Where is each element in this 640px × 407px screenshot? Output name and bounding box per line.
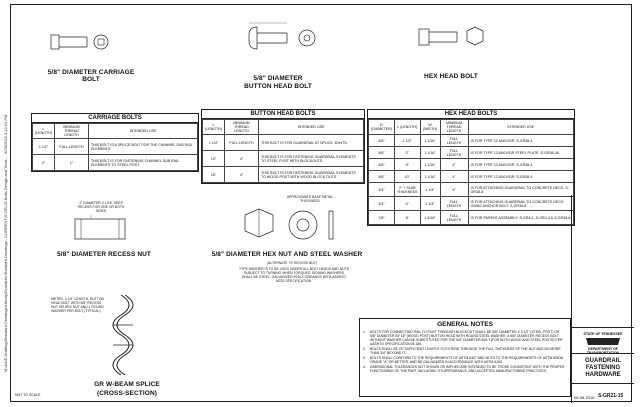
button-head-bolts-table-title: BUTTON HEAD BOLTS bbox=[202, 110, 364, 119]
splice-figure bbox=[107, 293, 147, 379]
drawing-title-line2: FASTENING bbox=[585, 365, 621, 371]
drawing-number: S-GR21-15 bbox=[598, 393, 624, 399]
table-cell: FULL LENGTH bbox=[440, 211, 468, 225]
column-header: INTENDED USE bbox=[89, 124, 198, 139]
table-row bbox=[203, 167, 364, 183]
recess-nut-figure bbox=[71, 213, 131, 245]
table-cell: 10" bbox=[203, 151, 225, 167]
table-row bbox=[33, 155, 198, 171]
table-row bbox=[369, 171, 574, 183]
table-row bbox=[369, 211, 574, 225]
drawing-title-line3: HARDWARE bbox=[585, 372, 621, 378]
note-item: 1. BOLTS FOR CONNECTING RAIL TO POST THROUGH BLOCKOUT SHALL BE 5/8" DIAMETER X 9 1/2" (STEEL POST) OR 5/8" DIAMETER BY 18" (WOOD POST) BUTTON HEAD WITH ROUND STEEL WASHER. A 5/8" DIAMETER RECESS BOLT WITHOUT WASHER CAN BE SUBSTITUTED FOR THE 5/8" DIAMETER BOLT (FOR BOTH WOOD AND STEEL POSTS) PER AASHTO SPECIFICATION M-180. bbox=[363, 330, 563, 346]
drawing-title-box bbox=[572, 353, 634, 383]
table-cell: 9" bbox=[394, 159, 420, 171]
table-cell: 3/4" bbox=[369, 197, 395, 211]
table-cell: 5/8" bbox=[369, 159, 395, 171]
table-row bbox=[369, 159, 574, 171]
table-row bbox=[369, 197, 574, 211]
button-head-bolt-title-line2: BUTTON HEAD BOLT bbox=[244, 83, 312, 90]
washer-specification-text: TYPE WASHER IS TO BE USED UNDER ALL BOLT HEADS AND NUTS SUBJECT TO TURNING WHEN TORQUED. BEVAND WASHERS SHALL BE STEEL, GALVANIZED IN ACCORDANCE WITH AASHTO M232 SPECIFICATION. bbox=[239, 267, 349, 283]
carriage-bolts-table bbox=[31, 113, 199, 172]
table-cell: 5/8" bbox=[369, 147, 395, 159]
table-cell: 7/8" bbox=[369, 211, 395, 225]
drawing-number-box bbox=[572, 383, 634, 403]
table-cell: 2" bbox=[394, 147, 420, 159]
table-cell: 4" bbox=[440, 159, 468, 171]
button-head-bolt-title-line1: 5/8" DIAMETER bbox=[253, 75, 303, 82]
column-header: MINIMUM THREAD LENGTH bbox=[55, 124, 89, 139]
table-cell: THIS BOLT IS FOR FASTENING CHANNEL SUB RAIL ELEMENTS TO STEEL POST. bbox=[89, 155, 198, 171]
drawing-title-line1: GUARDRAIL bbox=[585, 358, 621, 364]
table-cell: IS FOR ATTACHING GUARDRAIL TO CONCRETE DECK: S-GR38-8 bbox=[468, 183, 573, 197]
table-cell: 1 1/16" bbox=[420, 147, 440, 159]
table-cell: IS FOR TYPE 13 ANCHOR STEEL PLATE: S-GR38-4A bbox=[468, 147, 573, 159]
table-cell: 4" bbox=[440, 183, 468, 197]
table-cell: 4" bbox=[225, 167, 259, 183]
column-header: INTENDED USE bbox=[468, 120, 573, 135]
table-row bbox=[203, 151, 364, 167]
carriage-bolt-figure bbox=[49, 25, 109, 61]
table-cell: FULL LENGTH bbox=[55, 139, 89, 155]
table-row bbox=[203, 135, 364, 151]
table-cell: IS FOR TYPE 12 ANCHOR: S-GR38-4 bbox=[468, 135, 573, 147]
splice-bolt-note: METER, 4 1/4" LENGTH, BUTTON HEAD BOLT WITH 5/8" RECESS NUT OR HEX NUT AND 1 ROUND WASHER PER BOLT (TYPICAL) bbox=[51, 297, 104, 313]
table-cell: THIS BOLT IS FOR GUARDRAIL AT SPLICE JOINTS. bbox=[259, 135, 364, 151]
recess-nut-note: 1" DIAMETER X 1/16" DEEP RECESS FOR ONE OR BOTH SIDES bbox=[77, 201, 125, 213]
column-header: L (LENGTH) bbox=[394, 120, 420, 135]
table-row bbox=[369, 147, 574, 159]
washer-thickness-note: APPROXIMATE BASE METAL THICKNESS bbox=[286, 195, 334, 203]
table-cell: 4" bbox=[225, 151, 259, 167]
carriage-bolts-table-title: CARRIAGE BOLTS bbox=[32, 114, 198, 123]
hex-nut-washer-title: 5/8" DIAMETER HEX NUT AND STEEL WASHER bbox=[211, 251, 363, 258]
column-header: L (LENGTH) bbox=[203, 120, 225, 135]
tennessee-logo-icon bbox=[586, 337, 620, 346]
table-cell: IS FOR PARENT ASSEMBLY: S-GR4-1, S-GR4-4 & S-GR38-6 bbox=[468, 211, 573, 225]
table-cell: 10" bbox=[394, 171, 420, 183]
department-label: DEPARTMENT OF TRANSPORTATION bbox=[586, 347, 620, 355]
recess-nut-title: 5/8" DIAMETER RECESS NUT bbox=[57, 251, 151, 258]
hex-head-bolt-figure bbox=[411, 19, 485, 59]
table-cell: IS FOR ATTACHING GUARDRAIL TO CONCRETE DECK USING ANCHOR BOLT: S-GR38-8 bbox=[468, 197, 573, 211]
washer-alternate-note: (ALTERNATE TO RECESS NUT) bbox=[266, 261, 318, 265]
table-header-row bbox=[203, 120, 364, 135]
table-row bbox=[369, 183, 574, 197]
carriage-bolt-title: 5/8" DIAMETER CARRIAGE BOLT bbox=[47, 69, 135, 83]
table-row bbox=[369, 135, 574, 147]
table-cell: FULL LENGTH bbox=[440, 197, 468, 211]
table-cell: 2" bbox=[33, 155, 55, 171]
table-header-row bbox=[33, 124, 198, 139]
hex-head-bolts-table bbox=[367, 109, 575, 226]
table-cell: THIS BOLT IS FOR FASTENING GUARDRAIL ELEMENTS TO STEEL POST WITH BLOCKOUTS. bbox=[259, 151, 364, 167]
table-cell: 18" bbox=[203, 167, 225, 183]
note-item: 4. DIMENSIONAL TOLERANCES NOT SHOWN OR IMPLIED ARE INTENDED TO BE THOSE CONSISTENT WITH THE PROPER FUNCTIONING OF THE PART, INCLUDING ITS APPEARANCE, AND ACCEPTED MANUFACTURING PRACTICES. bbox=[363, 365, 565, 373]
table-cell: 1 1/2" bbox=[33, 139, 55, 155]
table-cell: 3/4" bbox=[369, 183, 395, 197]
table-cell: 1 1/4" bbox=[420, 197, 440, 211]
table-cell: 1 1/16" bbox=[420, 159, 440, 171]
column-header: W (WIDTH) bbox=[420, 120, 440, 135]
note-item: 3. BOLTS SHALL CONFORM TO THE REQUIREMENTS OF ASTM A307 AND NUTS TO THE REQUIREMENTS OF ASTM A563A GRADE "A" OR BETTER, AND BE GALVANIZED IN ACCORDANCE WITH ASTM A153. bbox=[363, 356, 563, 364]
button-head-bolt-figure bbox=[243, 19, 323, 69]
hex-nut-washer-figure bbox=[241, 205, 371, 245]
agency-box bbox=[572, 327, 634, 353]
table-cell: 8" bbox=[394, 211, 420, 225]
column-header: INTENDED USE bbox=[259, 120, 364, 135]
table-cell: 5/8" bbox=[369, 135, 395, 147]
splice-title-line2: (CROSS-SECTION) bbox=[97, 390, 157, 397]
table-cell: THIS BOLT IS A SPLICE BOLT FOR THE CHANNEL SUB RAIL ELEMENTS. bbox=[89, 139, 198, 155]
drawing-date: 06-08-2016 bbox=[574, 395, 595, 400]
table-cell: 1 1/4" bbox=[420, 183, 440, 197]
table-header-row bbox=[369, 120, 574, 135]
drawing-sheet bbox=[10, 4, 632, 402]
table-cell: 2" + SLAB THICKNESS bbox=[394, 183, 420, 197]
note-item: 2. BOLTS SHALL BE OF SUFFICIENT LENGTH TO EXTEND THROUGH THE FULL THICKNESS OF THE NUT AND NO MORE THAN 3/4" BEYOND IT. bbox=[363, 347, 561, 355]
table-cell: FULL LENGTH bbox=[440, 135, 468, 147]
column-header: D (DIAMETER) bbox=[369, 120, 395, 135]
table-cell: FULL LENGTH bbox=[440, 147, 468, 159]
button-head-bolts-table bbox=[201, 109, 365, 184]
hex-head-bolt-title: HEX HEAD BOLT bbox=[424, 73, 478, 80]
general-notes bbox=[359, 318, 571, 397]
table-cell: 1 1/16" bbox=[420, 135, 440, 147]
side-file-path: M:\A4\E-Drafting\Standard Drawings\Library\Guardrail Standard Drawings - CURRENT\S-GR-05 Bolts Design and Tools ... 9/26/2016 3:12:31 PM bbox=[3, 114, 8, 372]
table-cell: 4" bbox=[394, 197, 420, 211]
column-header: L (LENGTH) bbox=[33, 124, 55, 139]
table-row bbox=[33, 139, 198, 155]
table-cell: THIS BOLT IS FOR FASTENING GUARDRAIL ELEMENTS TO WOOD POST WITH WOOD BLOCK OUTS. bbox=[259, 167, 364, 183]
table-cell: IS FOR TYPE 13 ANCHOR: S-GR38-4 bbox=[468, 159, 573, 171]
table-cell: 1 1/4" bbox=[203, 135, 225, 151]
table-cell: 1 1/2" bbox=[394, 135, 420, 147]
table-cell: 4" bbox=[440, 171, 468, 183]
title-block bbox=[571, 195, 633, 403]
general-notes-title: GENERAL NOTES bbox=[437, 321, 493, 328]
table-cell: FULL LENGTH bbox=[225, 135, 259, 151]
table-cell: IS FOR TYPE 12 ANCHOR: S-GR38-4 bbox=[468, 171, 573, 183]
table-cell: 1 1/16" bbox=[420, 171, 440, 183]
scale-note: NOT TO SCALE bbox=[15, 393, 41, 397]
column-header: MINIMUM THREAD LENGTH bbox=[440, 120, 468, 135]
table-cell: 1" bbox=[55, 155, 89, 171]
table-cell: 5/8" bbox=[369, 171, 395, 183]
splice-title-line1: GR W-BEAM SPLICE bbox=[94, 381, 160, 388]
hex-head-bolts-table-title: HEX HEAD BOLTS bbox=[368, 110, 574, 119]
column-header: MINIMUM THREAD LENGTH bbox=[225, 120, 259, 135]
state-label: STATE OF TENNESSEE bbox=[583, 332, 623, 336]
table-cell: 1 5/16" bbox=[420, 211, 440, 225]
